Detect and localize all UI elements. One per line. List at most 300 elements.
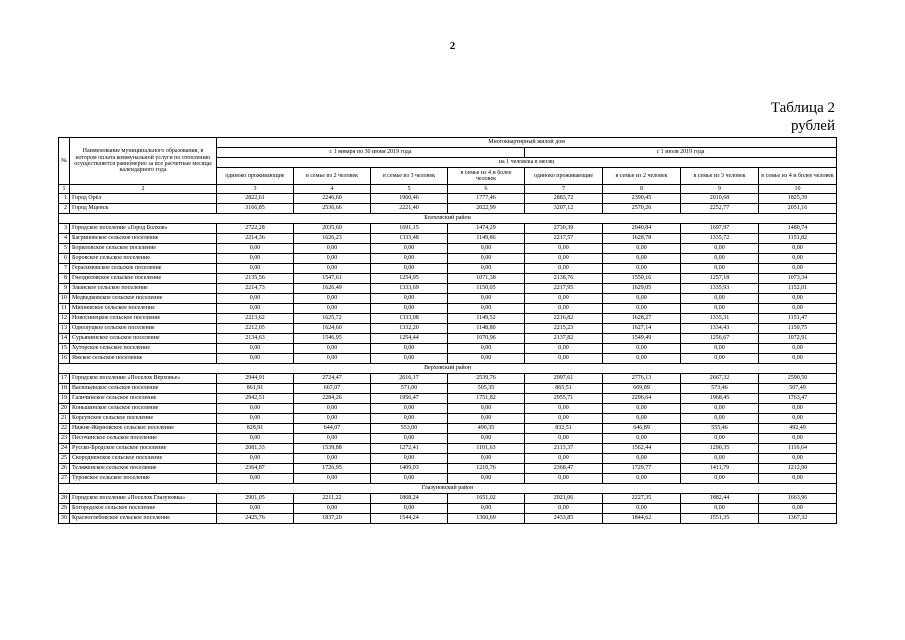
table-title: Таблица 2 — [770, 100, 835, 116]
value-cell: 1626,49 — [294, 284, 371, 294]
row-number: 17 — [59, 374, 70, 384]
value-cell: 2214,36 — [217, 234, 294, 244]
municipality-name: Сурьянинское сельское поселение — [70, 334, 217, 344]
value-cell: 0,00 — [294, 404, 371, 414]
region-header-row — [59, 484, 837, 494]
table-row — [59, 464, 837, 474]
value-cell: 0,00 — [217, 294, 294, 304]
value-cell: 669,89 — [603, 384, 681, 394]
municipality-name: Теляженское сельское поселение — [70, 464, 217, 474]
value-cell: 2425,76 — [217, 514, 294, 524]
value-cell: 1101,63 — [448, 444, 525, 454]
value-cell: 0,00 — [294, 244, 371, 254]
value-cell: 0,00 — [603, 344, 681, 354]
value-cell: 0,00 — [525, 294, 603, 304]
header-col: в семье из 3 человек — [681, 168, 759, 185]
value-cell: 1149,86 — [448, 234, 525, 244]
value-cell: 0,00 — [448, 264, 525, 274]
row-number: 18 — [59, 384, 70, 394]
value-cell: 0,00 — [681, 304, 759, 314]
value-cell: 2921,06 — [525, 494, 603, 504]
value-cell: 2113,37 — [525, 444, 603, 454]
value-cell: 1212,90 — [759, 464, 837, 474]
row-number: 10 — [59, 294, 70, 304]
header-col: в семье из 4 и более человек — [759, 168, 837, 185]
table-row — [59, 304, 837, 314]
value-cell: 2252,77 — [681, 204, 759, 214]
value-cell: 1474,29 — [448, 224, 525, 234]
value-cell: 0,00 — [217, 454, 294, 464]
row-number: 21 — [59, 414, 70, 424]
row-number: 30 — [59, 514, 70, 524]
value-cell: 0,00 — [759, 264, 837, 274]
value-cell: 1825,39 — [759, 194, 837, 204]
row-number: 29 — [59, 504, 70, 514]
value-cell: 2010,68 — [681, 194, 759, 204]
table-row — [59, 234, 837, 244]
row-number: 7 — [59, 264, 70, 274]
value-cell: 492,49 — [759, 424, 837, 434]
value-cell: 0,00 — [525, 354, 603, 364]
value-cell: 1333,08 — [371, 314, 448, 324]
value-cell: 0,00 — [681, 474, 759, 484]
municipality-name: Новосинецкое сельское поселение — [70, 314, 217, 324]
municipality-name: Медведковское сельское поселение — [70, 294, 217, 304]
row-number: 16 — [59, 354, 70, 364]
value-cell: 0,00 — [759, 474, 837, 484]
value-cell: 1335,72 — [681, 234, 759, 244]
value-cell: 1116,64 — [759, 444, 837, 454]
header-col: в семье из 4 и более человек — [448, 168, 525, 185]
value-cell: 0,00 — [603, 414, 681, 424]
municipality-name: Городское поселение «Город Болхов» — [70, 224, 217, 234]
row-number: 20 — [59, 404, 70, 414]
value-cell: 0,00 — [371, 414, 448, 424]
value-cell: 0,00 — [371, 504, 448, 514]
value-cell: 0,00 — [525, 414, 603, 424]
value-cell: 2822,61 — [217, 194, 294, 204]
value-cell: 0,00 — [294, 264, 371, 274]
value-cell: 2570,26 — [603, 204, 681, 214]
column-number: 10 — [759, 185, 837, 194]
value-cell: 0,00 — [681, 254, 759, 264]
value-cell: 1651,02 — [448, 494, 525, 504]
table-row — [59, 414, 837, 424]
value-cell: 1333,48 — [371, 234, 448, 244]
municipality-name: Богородское сельское поселение — [70, 504, 217, 514]
value-cell: 0,00 — [525, 404, 603, 414]
value-cell: 0,00 — [525, 434, 603, 444]
value-cell: 1663,96 — [759, 494, 837, 504]
value-cell: 2590,50 — [759, 374, 837, 384]
value-cell: 0,00 — [759, 254, 837, 264]
value-cell: 0,00 — [217, 434, 294, 444]
table-row — [59, 444, 837, 454]
value-cell: 2539,76 — [448, 374, 525, 384]
value-cell: 1628,27 — [603, 314, 681, 324]
value-cell: 0,00 — [525, 454, 603, 464]
municipality-name: Корсунское сельское поселение — [70, 414, 217, 424]
municipality-name: Русско-Бродское сельское поселение — [70, 444, 217, 454]
column-number: 2 — [70, 185, 217, 194]
value-cell: 0,00 — [217, 354, 294, 364]
column-number: 1 — [59, 185, 70, 194]
value-cell: 1335,31 — [681, 314, 759, 324]
page-number: 2 — [449, 40, 456, 52]
value-cell: 1254,44 — [371, 334, 448, 344]
value-cell: 1334,43 — [681, 324, 759, 334]
value-cell: 0,00 — [371, 264, 448, 274]
municipality-name: Багриновское сельское поселение — [70, 234, 217, 244]
value-cell: 573,46 — [681, 384, 759, 394]
table-row — [59, 274, 837, 284]
value-cell: 2214,73 — [217, 284, 294, 294]
municipality-name: Городское поселение «Поселок Глазуновка» — [70, 494, 217, 504]
value-cell: 0,00 — [759, 404, 837, 414]
region-name: Болховский район — [59, 214, 837, 224]
municipality-name: Хуторское сельское поселение — [70, 344, 217, 354]
value-cell: 0,00 — [603, 434, 681, 444]
row-number: 23 — [59, 434, 70, 444]
value-cell: 1551,35 — [681, 514, 759, 524]
table-row — [59, 394, 837, 404]
row-number: 3 — [59, 224, 70, 234]
value-cell: 1151,82 — [759, 234, 837, 244]
header-name: Наименование муниципального образования, в котором оплата коммунальной услуги по отоплению осуществляется равномерно за все расчетные месяцы календарного года — [70, 138, 217, 185]
value-cell: 2284,26 — [294, 394, 371, 404]
value-cell: 0,00 — [294, 294, 371, 304]
value-cell: 2730,39 — [525, 224, 603, 234]
value-cell: 2022,99 — [448, 204, 525, 214]
value-cell: 1539,88 — [294, 444, 371, 454]
header-no: № — [59, 138, 70, 185]
value-cell: 0,00 — [681, 414, 759, 424]
tariff-table — [58, 137, 837, 524]
header-per-person: на 1 человека в месяц — [217, 158, 837, 168]
table-row — [59, 354, 837, 364]
municipality-name: Нижне-Жерновское сельское поселение — [70, 424, 217, 434]
column-number: 5 — [371, 185, 448, 194]
table-row — [59, 344, 837, 354]
value-cell: 0,00 — [759, 244, 837, 254]
value-cell: 3207,12 — [525, 204, 603, 214]
value-cell: 828,91 — [217, 424, 294, 434]
value-cell: 0,00 — [759, 344, 837, 354]
column-number: 6 — [448, 185, 525, 194]
value-cell: 1149,52 — [448, 314, 525, 324]
value-cell: 0,00 — [681, 504, 759, 514]
row-number: 5 — [59, 244, 70, 254]
value-cell: 1544,24 — [371, 514, 448, 524]
value-cell: 0,00 — [681, 434, 759, 444]
value-cell: 1624,60 — [294, 324, 371, 334]
value-cell: 1550,16 — [603, 274, 681, 284]
municipality-name: Михневское сельское поселение — [70, 304, 217, 314]
value-cell: 0,00 — [448, 354, 525, 364]
value-cell: 0,00 — [603, 354, 681, 364]
value-cell: 1968,45 — [681, 394, 759, 404]
value-cell: 2296,64 — [603, 394, 681, 404]
value-cell: 0,00 — [217, 474, 294, 484]
value-cell: 2901,05 — [217, 494, 294, 504]
region-name: Глазуновский район — [59, 484, 837, 494]
table-row — [59, 434, 837, 444]
value-cell: 0,00 — [448, 434, 525, 444]
value-cell: 2883,72 — [525, 194, 603, 204]
value-cell: 1332,20 — [371, 324, 448, 334]
value-cell: 1411,79 — [681, 464, 759, 474]
region-header-row — [59, 214, 837, 224]
value-cell: 0,00 — [448, 414, 525, 424]
value-cell: 1956,47 — [371, 394, 448, 404]
value-cell: 0,00 — [681, 354, 759, 364]
value-cell: 0,00 — [759, 434, 837, 444]
value-cell: 1549,49 — [603, 334, 681, 344]
value-cell: 0,00 — [217, 344, 294, 354]
municipality-name: Злынское сельское поселение — [70, 284, 217, 294]
value-cell: 861,91 — [217, 384, 294, 394]
value-cell: 2217,57 — [525, 234, 603, 244]
value-cell: 1333,69 — [371, 284, 448, 294]
value-cell: 2368,47 — [525, 464, 603, 474]
municipality-name: Бориловское сельское поселение — [70, 244, 217, 254]
value-cell: 2776,13 — [603, 374, 681, 384]
value-cell: 2137,82 — [525, 334, 603, 344]
value-cell: 1628,78 — [603, 234, 681, 244]
row-number: 9 — [59, 284, 70, 294]
value-cell: 505,35 — [448, 384, 525, 394]
value-cell: 2051,16 — [759, 204, 837, 214]
header-period-2: с 1 июля 2019 года — [525, 148, 837, 158]
value-cell: 1070,96 — [448, 334, 525, 344]
value-cell: 0,00 — [371, 354, 448, 364]
municipality-name: Боровское сельское поселение — [70, 254, 217, 264]
table-row — [59, 514, 837, 524]
municipality-name: Ямское сельское поселение — [70, 354, 217, 364]
value-cell: 0,00 — [294, 354, 371, 364]
value-cell: 0,00 — [603, 474, 681, 484]
value-cell: 1629,05 — [603, 284, 681, 294]
value-cell: 0,00 — [448, 454, 525, 464]
value-cell: 2616,17 — [371, 374, 448, 384]
municipality-name: Галичинское сельское поселение — [70, 394, 217, 404]
value-cell: 0,00 — [759, 454, 837, 464]
value-cell: 0,00 — [448, 304, 525, 314]
table-row — [59, 494, 837, 504]
value-cell: 0,00 — [448, 474, 525, 484]
value-cell: 2724,47 — [294, 374, 371, 384]
value-cell: 2364,87 — [217, 464, 294, 474]
value-cell: 0,00 — [448, 254, 525, 264]
value-cell: 1150,05 — [448, 284, 525, 294]
value-cell: 0,00 — [759, 354, 837, 364]
value-cell: 1960,46 — [371, 194, 448, 204]
value-cell: 2215,23 — [525, 324, 603, 334]
row-number: 11 — [59, 304, 70, 314]
value-cell: 0,00 — [603, 454, 681, 464]
value-cell: 2997,61 — [525, 374, 603, 384]
value-cell: 555,46 — [681, 424, 759, 434]
value-cell: 0,00 — [371, 434, 448, 444]
row-number: 1 — [59, 194, 70, 204]
value-cell: 1254,95 — [371, 274, 448, 284]
table-row — [59, 244, 837, 254]
value-cell: 1335,93 — [681, 284, 759, 294]
row-number: 15 — [59, 344, 70, 354]
value-cell: 2227,35 — [603, 494, 681, 504]
row-number: 25 — [59, 454, 70, 464]
value-cell: 865,51 — [525, 384, 603, 394]
value-cell: 0,00 — [217, 244, 294, 254]
value-cell: 1751,82 — [448, 394, 525, 404]
table-row — [59, 324, 837, 334]
table-unit: рублей — [790, 118, 835, 134]
municipality-name: Город Орёл — [70, 194, 217, 204]
column-number: 3 — [217, 185, 294, 194]
value-cell: 0,00 — [448, 344, 525, 354]
municipality-name: Герасимовское сельское поселение — [70, 264, 217, 274]
value-cell: 0,00 — [603, 294, 681, 304]
header-group: Многоквартирный жилой дом — [217, 138, 837, 148]
table-row — [59, 424, 837, 434]
municipality-name: Туровское сельское поселение — [70, 474, 217, 484]
row-number: 4 — [59, 234, 70, 244]
municipality-name: Однолуцкое сельское поселение — [70, 324, 217, 334]
value-cell: 553,00 — [371, 424, 448, 434]
value-cell: 0,00 — [294, 254, 371, 264]
table-row — [59, 314, 837, 324]
municipality-name: Городское поселение «Поселок Верховье» — [70, 374, 217, 384]
value-cell: 2040,84 — [603, 224, 681, 234]
value-cell: 1148,80 — [448, 324, 525, 334]
value-cell: 644,07 — [294, 424, 371, 434]
value-cell: 1072,91 — [759, 334, 837, 344]
row-number: 12 — [59, 314, 70, 324]
value-cell: 0,00 — [759, 304, 837, 314]
value-cell: 3166,85 — [217, 204, 294, 214]
value-cell: 2942,51 — [217, 394, 294, 404]
table-row — [59, 294, 837, 304]
value-cell: 1360,69 — [448, 514, 525, 524]
value-cell: 1729,77 — [603, 464, 681, 474]
value-cell: 0,00 — [525, 264, 603, 274]
value-cell: 0,00 — [603, 264, 681, 274]
value-cell: 1152,01 — [759, 284, 837, 294]
municipality-name: Скородненское сельское поселение — [70, 454, 217, 464]
table-row — [59, 474, 837, 484]
value-cell: 0,00 — [603, 504, 681, 514]
table-row — [59, 504, 837, 514]
value-cell: 646,89 — [603, 424, 681, 434]
value-cell: 0,00 — [217, 404, 294, 414]
value-cell: 0,00 — [681, 344, 759, 354]
value-cell: 1726,95 — [294, 464, 371, 474]
value-cell: 0,00 — [603, 244, 681, 254]
value-cell: 1290,35 — [681, 444, 759, 454]
header-col: в семье из 2 человек — [603, 168, 681, 185]
row-number: 6 — [59, 254, 70, 264]
table-row — [59, 264, 837, 274]
value-cell: 507,49 — [759, 384, 837, 394]
value-cell: 1868,24 — [371, 494, 448, 504]
header-col: в семье из 2 человек — [294, 168, 371, 185]
row-number: 24 — [59, 444, 70, 454]
value-cell: 2211,22 — [294, 494, 371, 504]
value-cell: 490,35 — [448, 424, 525, 434]
value-cell: 0,00 — [371, 244, 448, 254]
value-cell: 2138,76 — [525, 274, 603, 284]
value-cell: 1546,95 — [294, 334, 371, 344]
value-cell: 0,00 — [759, 414, 837, 424]
value-cell: 0,00 — [217, 304, 294, 314]
value-cell: 0,00 — [371, 404, 448, 414]
value-cell: 0,00 — [371, 474, 448, 484]
municipality-name: Коньшинское сельское поселение — [70, 404, 217, 414]
table-row — [59, 334, 837, 344]
value-cell: 1150,75 — [759, 324, 837, 334]
value-cell: 1777,46 — [448, 194, 525, 204]
value-cell: 0,00 — [217, 414, 294, 424]
value-cell: 667,07 — [294, 384, 371, 394]
value-cell: 0,00 — [448, 244, 525, 254]
value-cell: 0,00 — [371, 344, 448, 354]
value-cell: 1409,03 — [371, 464, 448, 474]
value-cell: 0,00 — [294, 474, 371, 484]
value-cell: 0,00 — [603, 404, 681, 414]
value-cell: 1547,61 — [294, 274, 371, 284]
value-cell: 1625,72 — [294, 314, 371, 324]
value-cell: 2955,71 — [525, 394, 603, 404]
value-cell: 0,00 — [294, 304, 371, 314]
row-number: 27 — [59, 474, 70, 484]
header-col: одиноко проживающие — [525, 168, 603, 185]
column-number: 8 — [603, 185, 681, 194]
column-number: 4 — [294, 185, 371, 194]
value-cell: 1837,20 — [294, 514, 371, 524]
value-cell: 0,00 — [759, 504, 837, 514]
value-cell: 2217,95 — [525, 284, 603, 294]
value-cell: 1257,18 — [681, 274, 759, 284]
value-cell: 0,00 — [525, 304, 603, 314]
value-cell: 0,00 — [448, 504, 525, 514]
value-cell: 0,00 — [371, 254, 448, 264]
value-cell: 2134,63 — [217, 334, 294, 344]
value-cell: 1210,76 — [448, 464, 525, 474]
table-row — [59, 254, 837, 264]
value-cell: 2135,56 — [217, 274, 294, 284]
value-cell: 1627,14 — [603, 324, 681, 334]
value-cell: 0,00 — [217, 254, 294, 264]
municipality-name: Город Мценск — [70, 204, 217, 214]
value-cell: 2390,45 — [603, 194, 681, 204]
value-cell: 1367,32 — [759, 514, 837, 524]
value-cell: 2246,60 — [294, 194, 371, 204]
value-cell: 2212,05 — [217, 324, 294, 334]
value-cell: 1071,38 — [448, 274, 525, 284]
row-number: 28 — [59, 494, 70, 504]
municipality-name: Красноглебовское сельское поселение — [70, 514, 217, 524]
value-cell: 0,00 — [603, 254, 681, 264]
value-cell: 1763,47 — [759, 394, 837, 404]
municipality-name: Песочинское сельское поселение — [70, 434, 217, 444]
table-row — [59, 204, 837, 214]
value-cell: 1151,47 — [759, 314, 837, 324]
header-col: в семье из 3 человек — [371, 168, 448, 185]
table-row — [59, 384, 837, 394]
row-number: 8 — [59, 274, 70, 284]
value-cell: 0,00 — [681, 264, 759, 274]
value-cell: 2944,91 — [217, 374, 294, 384]
